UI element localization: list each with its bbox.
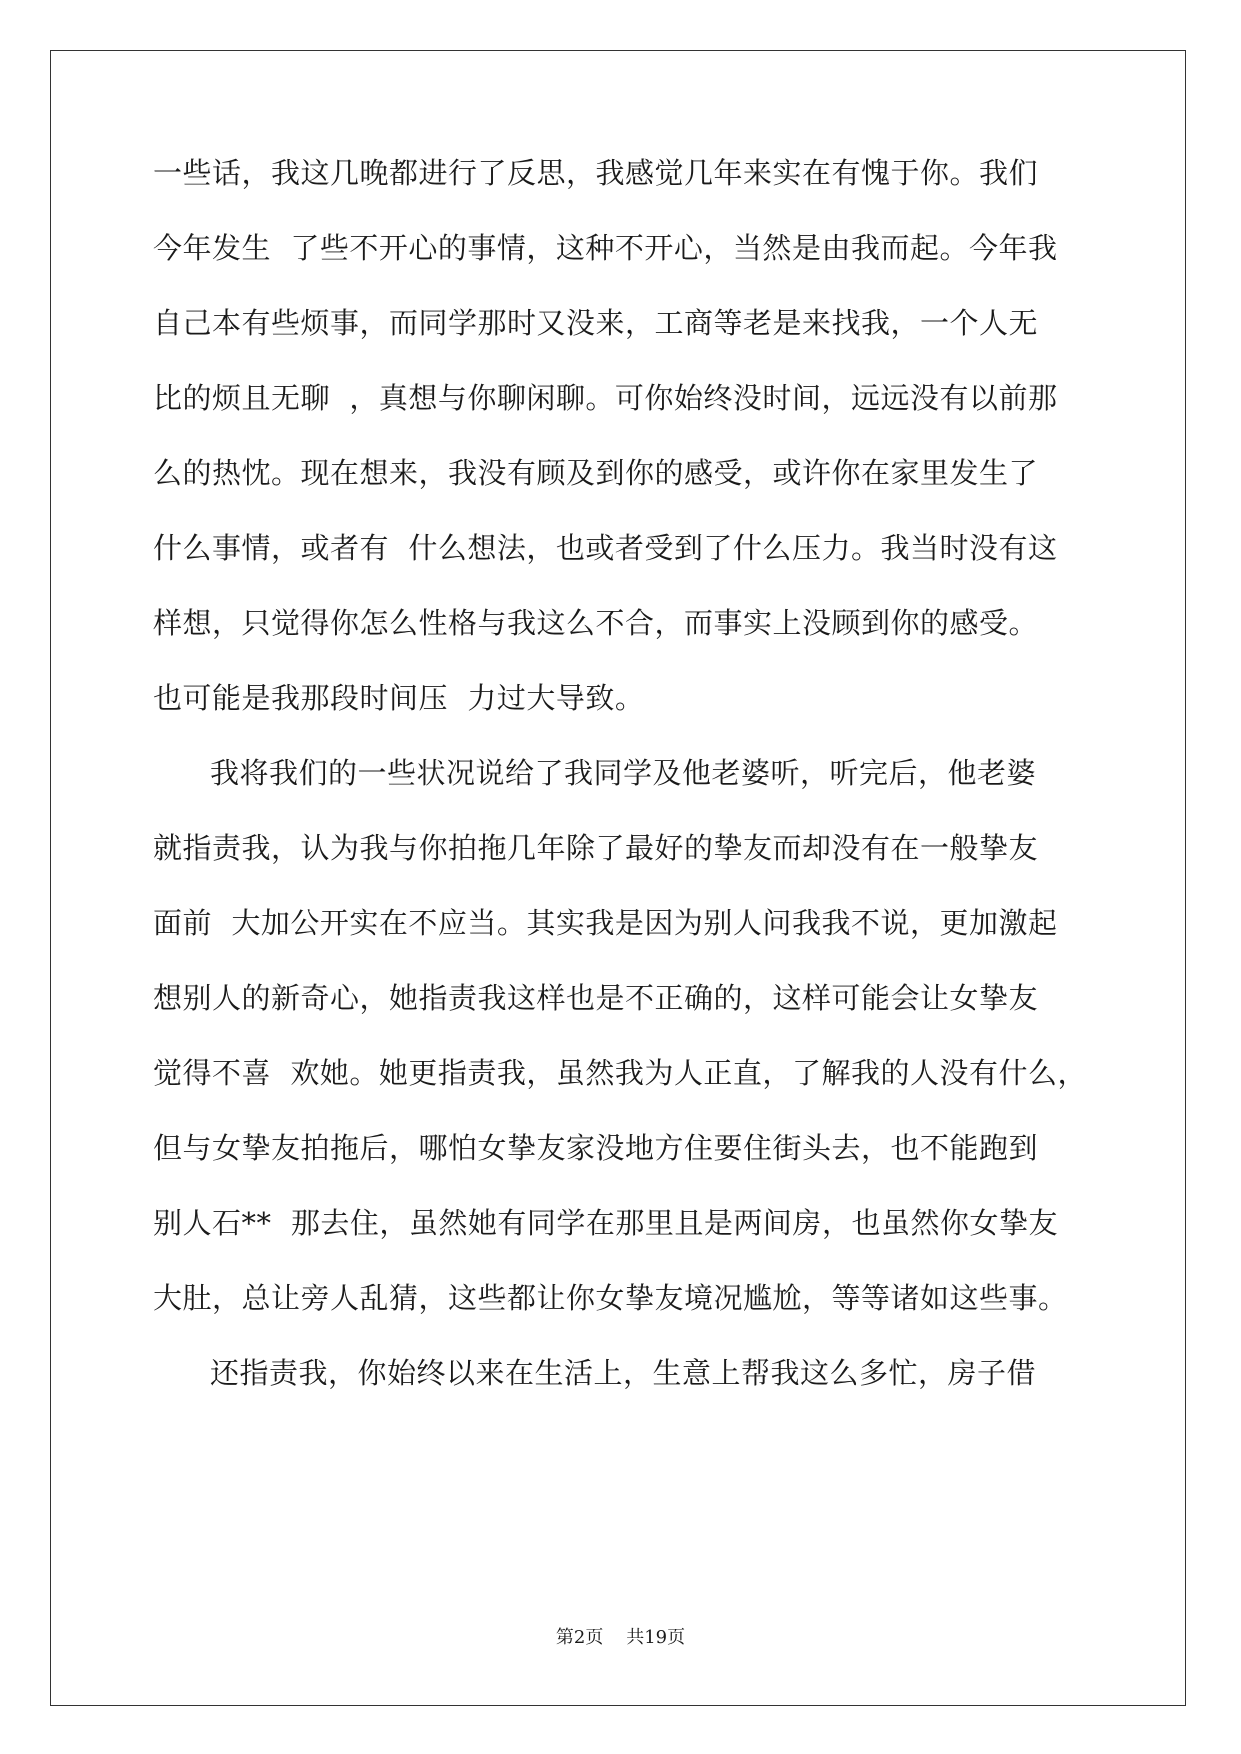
text-line: 样想，只觉得你怎么性格与我这么不合，而事实上没顾到你的感受。	[153, 606, 1039, 640]
text-line: 但与女挚友拍拖后，哪怕女挚友家没地方住要住街头去，也不能跑到	[153, 1131, 1039, 1165]
page-border	[50, 50, 1186, 1706]
text-line: 么的热忱。现在想来，我没有顾及到你的感受，或许你在家里发生了	[153, 456, 1039, 490]
text-line: 别人石** 那去住，虽然她有同学在那里且是两间房，也虽然你女挚友	[153, 1206, 1058, 1240]
text-line: 一些话，我这几晚都进行了反思，我感觉几年来实在有愧于你。我们	[153, 156, 1039, 190]
text-line: 什么事情，或者有 什么想法，也或者受到了什么压力。我当时没有这	[153, 531, 1058, 565]
page-footer: 第2页 共19页	[555, 1627, 686, 1648]
text-line: 面前 大加公开实在不应当。其实我是因为别人问我我不说，更加激起	[153, 906, 1058, 940]
text-line: 比的烦且无聊 ，真想与你聊闲聊。可你始终没时间，远远没有以前那	[153, 381, 1058, 415]
text-line: 我将我们的一些状况说给了我同学及他老婆听，听完后，他老婆	[210, 756, 1037, 790]
text-line: 觉得不喜 欢她。她更指责我，虽然我为人正直，了解我的人没有什么，	[153, 1056, 1087, 1090]
text-line: 就指责我，认为我与你拍拖几年除了最好的挚友而却没有在一般挚友	[153, 831, 1039, 865]
text-line: 想别人的新奇心，她指责我这样也是不正确的，这样可能会让女挚友	[153, 981, 1039, 1015]
text-line: 大肚，总让旁人乱猜，这些都让你女挚友境况尴尬，等等诸如这些事。	[153, 1281, 1068, 1315]
text-line: 自己本有些烦事，而同学那时又没来，工商等老是来找我，一个人无	[153, 306, 1039, 340]
text-line: 还指责我，你始终以来在生活上，生意上帮我这么多忙，房子借	[210, 1356, 1037, 1390]
text-line: 今年发生 了些不开心的事情，这种不开心，当然是由我而起。今年我	[153, 231, 1058, 265]
text-line: 也可能是我那段时间压 力过大导致。	[153, 681, 645, 715]
